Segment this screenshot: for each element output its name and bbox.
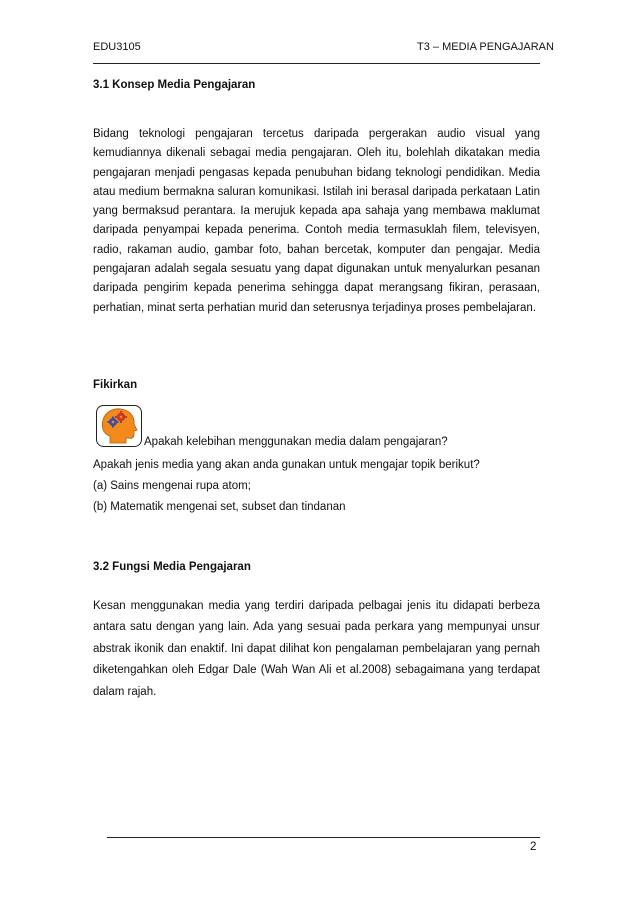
header-topic: T3 – MEDIA PENGAJARAN [417, 41, 554, 53]
thinking-head-gears-icon [96, 405, 142, 447]
section-1-body: Bidang teknologi pengajaran tercetus daripada pergerakan audio visual yang kemudiannya dikenali sebagai media pengajaran. Oleh itu, bolehlah dikatakan media pengajaran menjadi pengasas kepada penubuhan bidang teknologi pendidikan. Media atau medium bermakna saluran komunikasi. Istilah ini berasal daripada perkataan Latin yang bermaksud perantara. Ia merujuk kepada apa sahaja yang membawa maklumat daripada penyampai kepada penerima. Contoh media termasuklah filem, televisyen, radio, rakaman audio, gambar foto, bahan bercetak, komputer dan pengajar. Media pengajaran adalah segala sesuatu yang dapat digunakan untuk menyalurkan pesanan daripada pengirim kepada penerima sehingga dapat merangsang fikiran, perasaan, perhatian, minat serta perhatian murid dan seterusnya terjadinya proses pembelajaran. [93, 128, 540, 314]
question-2a: (a) Sains mengenai rupa atom; [93, 480, 251, 492]
question-2b: (b) Matematik mengenai set, subset dan tindanan [93, 501, 346, 513]
question-2: Apakah jenis media yang akan anda gunakan untuk mengajar topik berikut? [93, 459, 480, 471]
question-1: Apakah kelebihan menggunakan media dalam pengajaran? [144, 436, 448, 448]
section-2-title: 3.2 Fungsi Media Pengajaran [93, 561, 251, 573]
header-course-code: EDU3105 [93, 41, 141, 53]
section-1-title: 3.1 Konsep Media Pengajaran [93, 79, 256, 91]
header-rule [93, 63, 540, 64]
page-number: 2 [530, 841, 537, 853]
section-2-body: Kesan menggunakan media yang terdiri daripada pelbagai jenis itu didapati berbeza antara satu dengan yang lain. Ada yang sesuai pada perkara yang mempunyai unsur abstrak ikonik dan enaktif. Ini dapat dilihat kon pengalaman pembelajaran yang pernah diketengahkan oleh Edgar Dale (Wah Wan Ali et al.2008) sebagaimana yang terdapat dalam rajah. [93, 600, 540, 698]
footer-rule [107, 837, 540, 838]
fikirkan-label: Fikirkan [93, 379, 138, 391]
